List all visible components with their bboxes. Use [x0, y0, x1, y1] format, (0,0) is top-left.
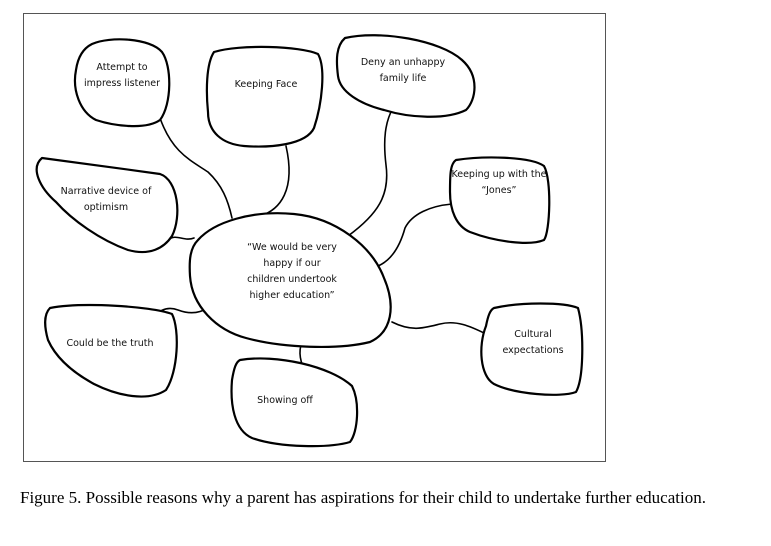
label-narrative: Narrative device of optimism: [60, 186, 152, 213]
label-face: Keeping Face: [234, 79, 298, 90]
label-impress: Attempt to impress listener: [84, 62, 160, 89]
label-truth: Could be the truth: [66, 338, 154, 349]
link-jones: [378, 204, 452, 266]
figure-caption: Figure 5. Possible reasons why a parent has aspirations for their child to undertake further education.: [20, 488, 706, 507]
link-face: [260, 146, 289, 216]
label-cultural: Cultural expectations: [502, 329, 564, 356]
label-deny: Deny an unhappy family life: [360, 57, 446, 84]
label-jones: Keeping up with the “Jones”: [451, 169, 547, 196]
link-cultural: [392, 322, 486, 334]
label-showing: Showing off: [257, 395, 313, 406]
node-face: [207, 47, 322, 147]
center-label: “We would be very happy if our children undertook higher education”: [247, 242, 337, 301]
link-deny: [348, 108, 393, 236]
